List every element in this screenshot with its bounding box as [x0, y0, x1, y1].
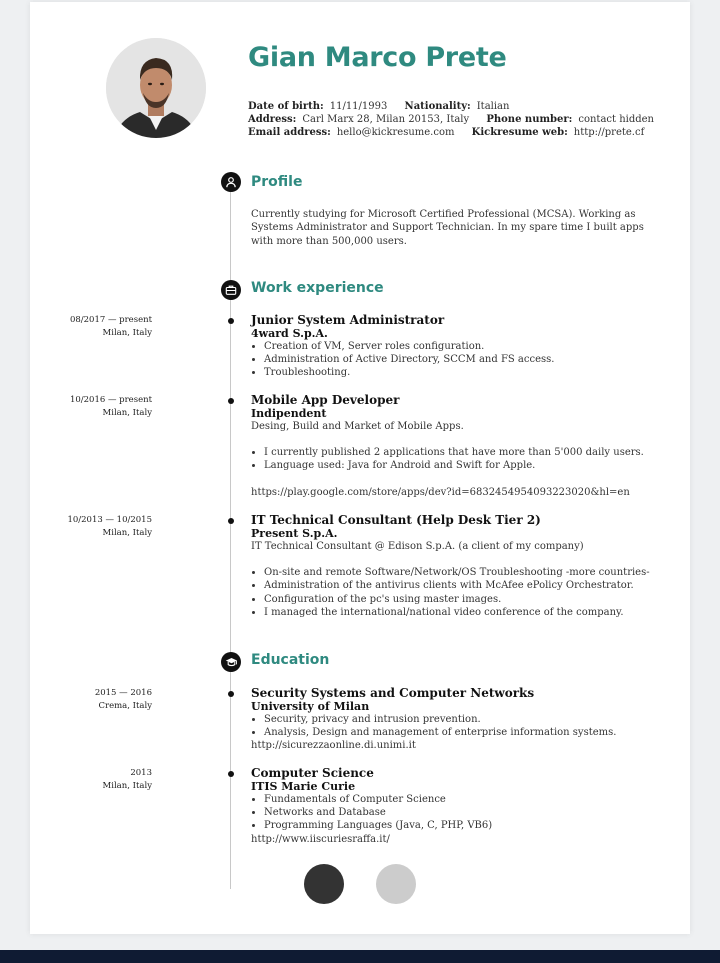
briefcase-icon — [221, 280, 241, 300]
school-link[interactable]: http://sicurezzaonline.di.unimi.it — [251, 740, 416, 752]
company-name: Present S.p.A. — [251, 527, 338, 540]
info-row-2 — [248, 113, 668, 126]
section-title-education: Education — [251, 652, 330, 668]
location: Milan, Italy — [102, 781, 152, 791]
location: Milan, Italy — [102, 328, 152, 338]
date-range: 2015 — 2016 — [94, 688, 152, 698]
phone-value: contact hidden — [578, 114, 654, 125]
list-item: • I currently published 2 applications that have more than 5'000 daily users. — [264, 446, 671, 459]
list-item: • Networks and Database — [264, 806, 671, 819]
candidate-name: Gian Marco Prete — [248, 42, 507, 73]
web-label: Kickresume web: — [471, 127, 568, 138]
entry-date — [70, 314, 152, 340]
section-title-profile: Profile — [251, 174, 303, 190]
location: Crema, Italy — [98, 701, 152, 711]
person-icon — [221, 172, 241, 192]
location: Milan, Italy — [102, 528, 152, 538]
info-row-1 — [248, 100, 523, 113]
list-item: • Language used: Java for Android and Swift for Apple. — [264, 459, 671, 472]
job-description: Desing, Build and Market of Mobile Apps. — [251, 421, 464, 432]
timeline-dot — [228, 771, 234, 777]
profile-photo — [106, 38, 206, 138]
location: Milan, Italy — [102, 408, 152, 418]
web-value[interactable]: http://prete.cf — [573, 127, 645, 138]
work-entry — [251, 314, 671, 380]
list-item: • On-site and remote Software/Network/OS Troubleshooting -more countries- — [264, 566, 671, 579]
entry-date — [95, 687, 152, 713]
dob-value: 11/11/1993 — [329, 101, 388, 112]
company-name: Indipendent — [251, 407, 327, 420]
list-item: • Configuration of the pc's using master images. — [264, 593, 671, 606]
nationality-value: Italian — [476, 101, 510, 112]
entry-date — [67, 514, 152, 540]
list-item: • Security, privacy and intrusion prevention. — [264, 713, 671, 726]
education-entry — [251, 687, 671, 753]
pager-dot-active[interactable] — [304, 864, 344, 904]
bullet-list — [251, 793, 671, 833]
phone-label: Phone number: — [486, 114, 573, 125]
degree-title: Security Systems and Computer Networks — [251, 686, 535, 700]
date-range: 2013 — [130, 768, 152, 778]
list-item: • Troubleshooting. — [264, 366, 671, 379]
app-store-link[interactable]: https://play.google.com/store/apps/dev?id=6832454954093223020&hl=en — [251, 486, 630, 498]
timeline-dot — [228, 691, 234, 697]
list-item: • Programming Languages (Java, C, PHP, VB6) — [264, 819, 671, 832]
job-title: Junior System Administrator — [251, 313, 445, 327]
job-description: IT Technical Consultant @ Edison S.p.A. (a client of my company) — [251, 541, 584, 552]
resume-page — [30, 2, 690, 934]
dob-label: Date of birth: — [248, 101, 324, 112]
list-item: • I managed the international/national video conference of the company. — [264, 606, 671, 619]
list-item: • Analysis, Design and management of enterprise information systems. — [264, 726, 671, 739]
address-label: Address: — [248, 114, 297, 125]
degree-title: Computer Science — [251, 766, 374, 780]
email-value[interactable]: hello@kickresume.com — [336, 127, 455, 138]
list-item: • Creation of VM, Server roles configuration. — [264, 340, 671, 353]
avatar — [106, 38, 206, 138]
school-link[interactable]: http://www.iiscuriesraffa.it/ — [251, 833, 390, 845]
graduation-cap-icon — [221, 652, 241, 672]
work-entry — [251, 514, 671, 619]
pager-dot-inactive[interactable] — [376, 864, 416, 904]
work-entry — [251, 394, 671, 499]
bullet-list — [251, 340, 671, 380]
company-name: 4ward S.p.A. — [251, 327, 328, 340]
info-row-3 — [248, 126, 658, 139]
entry-date — [103, 767, 152, 793]
date-range: 08/2017 — present — [69, 315, 152, 325]
bullet-list — [251, 713, 671, 739]
school-name: ITIS Marie Curie — [251, 780, 356, 793]
address-value: Carl Marx 28, Milan 20153, Italy — [302, 114, 470, 125]
entry-date — [70, 394, 152, 420]
school-name: University of Milan — [251, 700, 370, 713]
bullet-list — [251, 446, 671, 472]
timeline-dot — [228, 518, 234, 524]
job-title: IT Technical Consultant (Help Desk Tier 2) — [251, 513, 541, 527]
timeline-dot — [228, 318, 234, 324]
list-item: • Administration of Active Directory, SCCM and FS access. — [264, 353, 671, 366]
bottom-bar — [0, 950, 720, 963]
education-entry — [251, 767, 671, 846]
list-item: • Fundamentals of Computer Science — [264, 793, 671, 806]
bullet-list — [251, 566, 671, 619]
email-label: Email address: — [248, 127, 331, 138]
timeline-dot — [228, 398, 234, 404]
job-title: Mobile App Developer — [251, 393, 400, 407]
date-range: 10/2013 — 10/2015 — [67, 515, 152, 525]
section-title-work: Work experience — [251, 280, 384, 296]
nationality-label: Nationality: — [404, 101, 471, 112]
list-item: • Administration of the antivirus clients with McAfee ePolicy Orchestrator. — [264, 579, 671, 592]
profile-text: Currently studying for Microsoft Certified Professional (MCSA). Working as Systems Administrator and Support Technician. In my spare time I built apps with more than 500,000 users. — [251, 209, 644, 247]
date-range: 10/2016 — present — [69, 395, 152, 405]
